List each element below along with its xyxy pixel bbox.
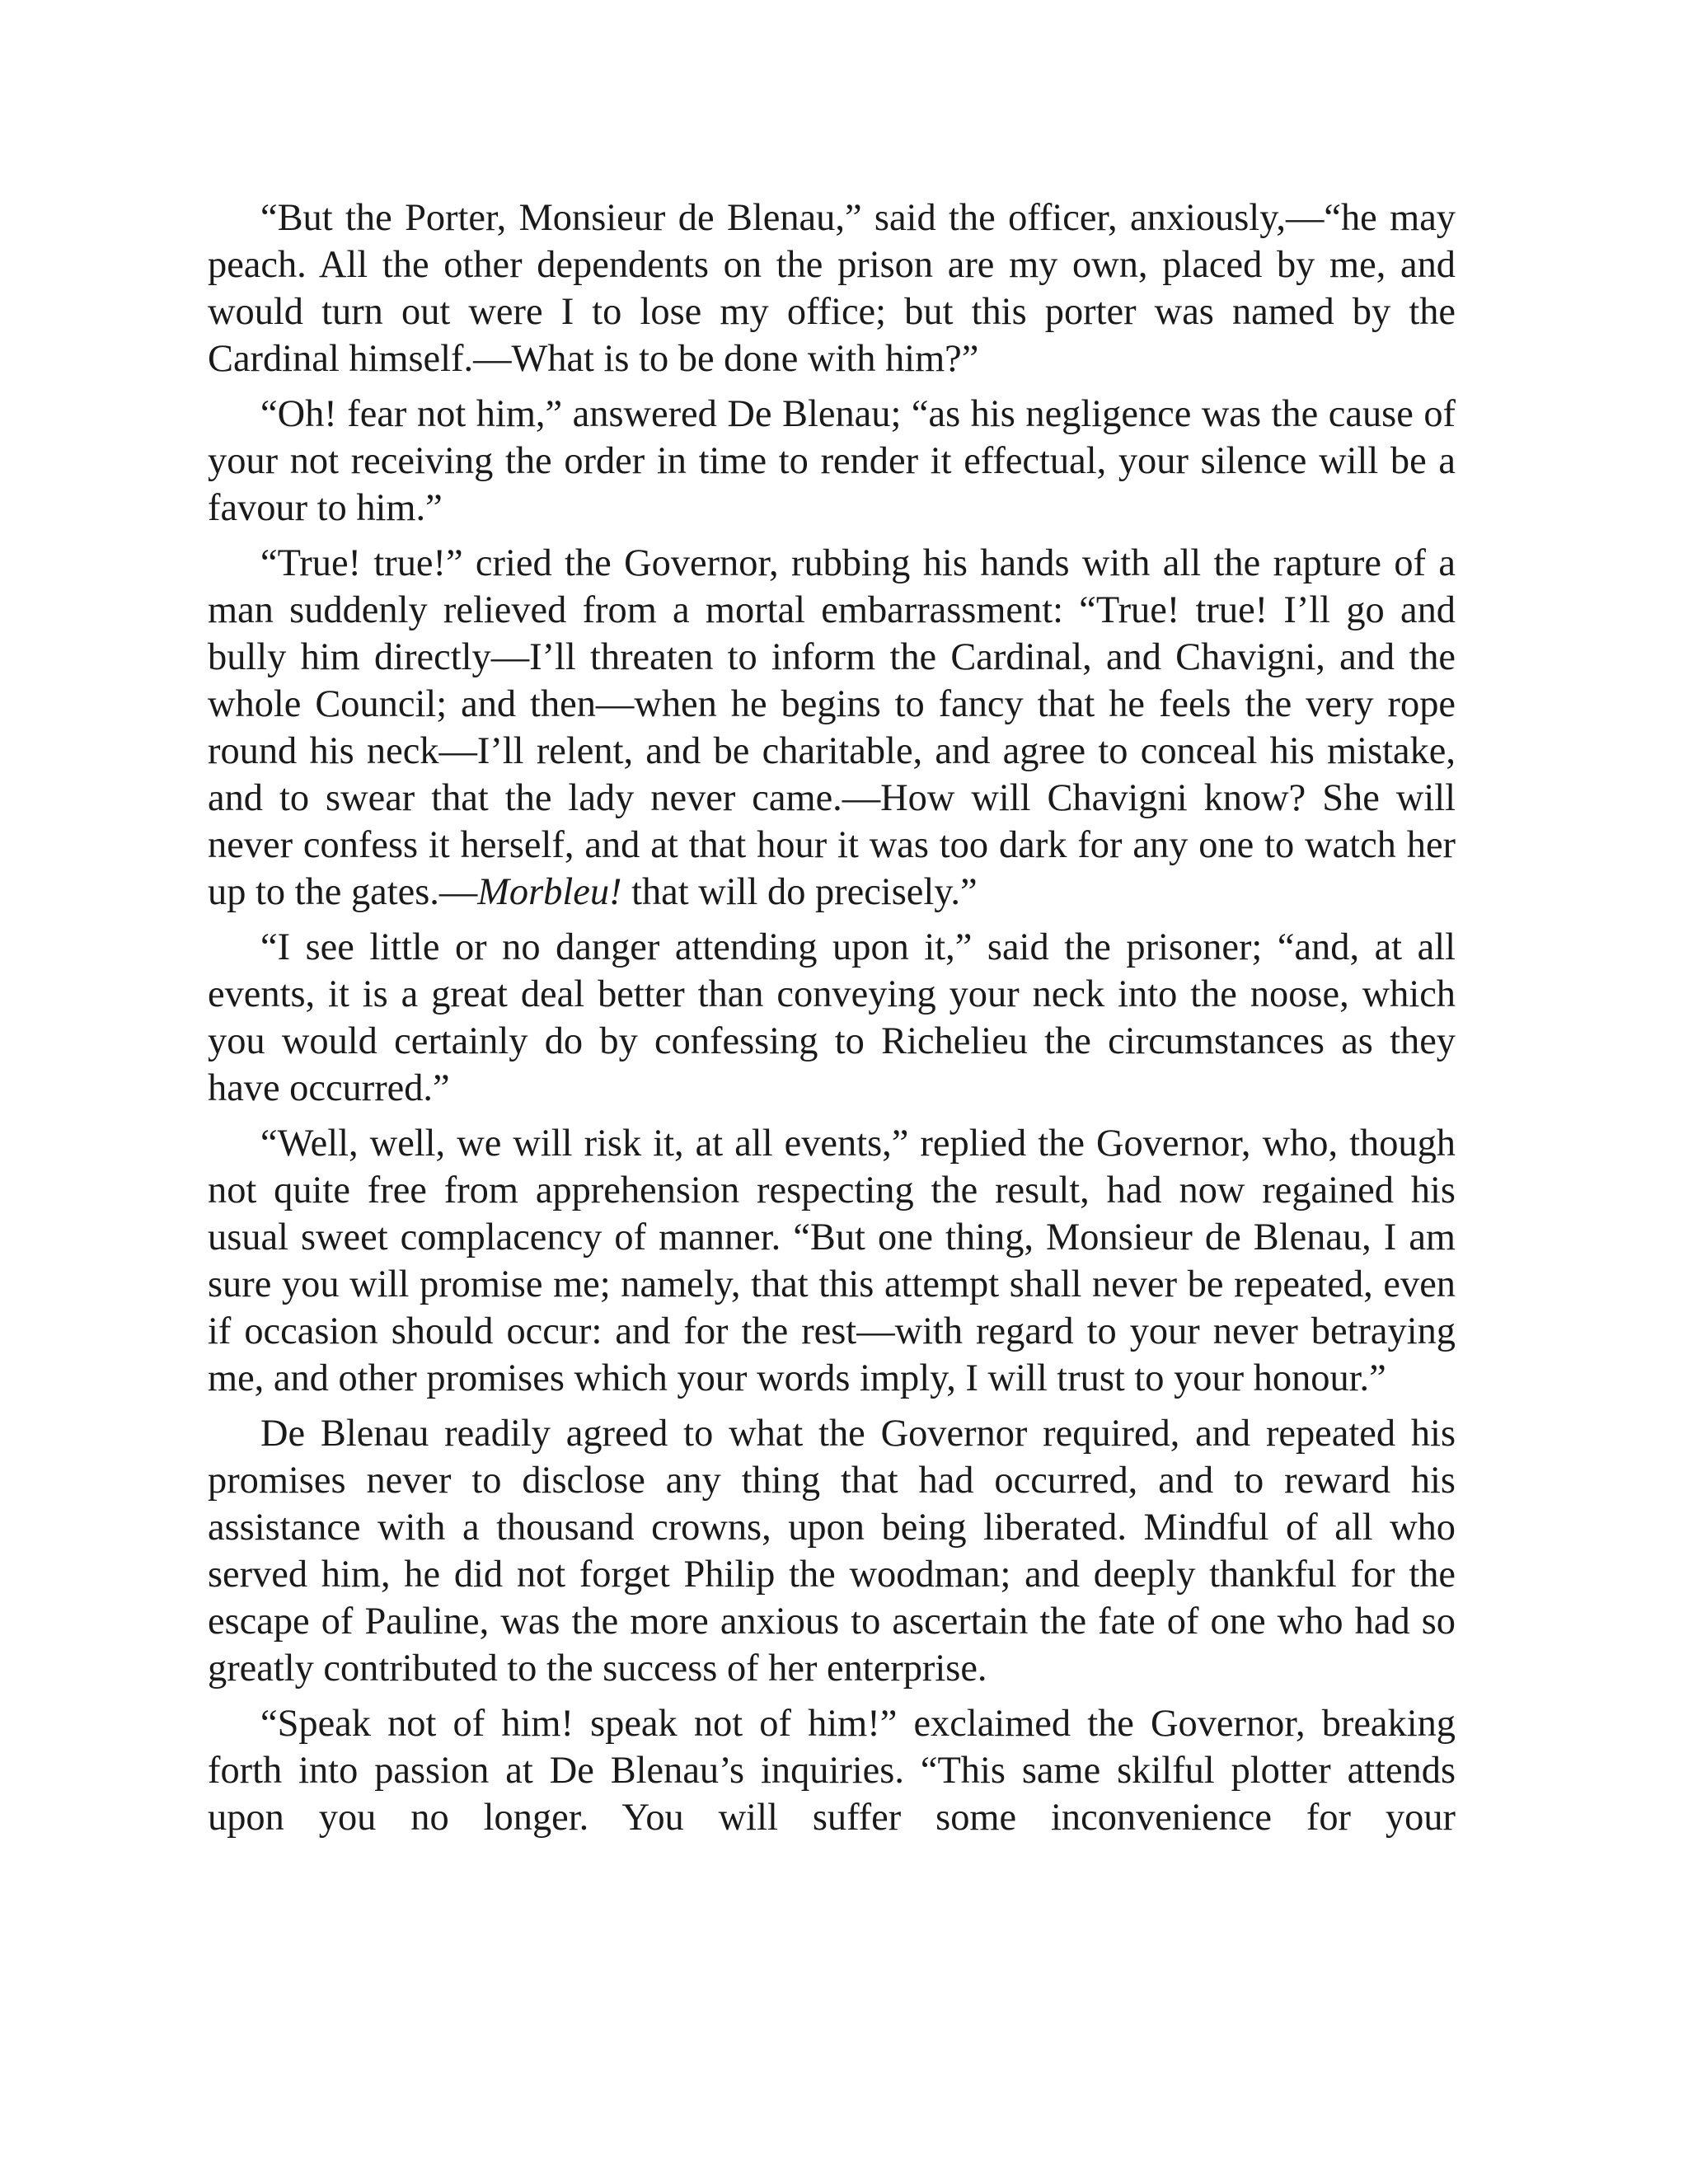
paragraph: [208, 194, 1456, 382]
paragraph-text: that will do precisely.”: [621, 871, 978, 913]
paragraph-text: “True! true!” cried the Governor, rubbing his hands with all the rapture of a man suddenly relieved from a mortal embarrassment: “True! true! I’ll go and bully him directly—I’ll threaten to inform the Cardinal, and Chavigni, and the whole Council; and then—when he begins to fancy that he feels the very rope round his neck—I’ll relent, and be charitable, and agree to conceal his mistake, and to swear that the lady never came.—How will Chavigni know? She will never confess it herself, and at that hour it was too dark for any one to watch her up to the gates.—: [208, 542, 1456, 913]
paragraph-text: “I see little or no danger attending upon it,” said the prisoner; “and, at all events, it is a great deal better than conveying your neck into the noose, which you would certainly do by confessing to Richelieu the circumstances as they have occurred.”: [208, 926, 1456, 1109]
page-body: [208, 194, 1456, 1849]
paragraph-text: “Oh! fear not him,” answered De Blenau; “as his negligence was the cause of your not receiving the order in time to render it effectual, your silence will be a favour to him.”: [208, 393, 1456, 529]
paragraph: [208, 1700, 1456, 1841]
paragraph: [208, 1120, 1456, 1402]
paragraph: [208, 924, 1456, 1112]
paragraph: [208, 1410, 1456, 1692]
paragraph-text: De Blenau readily agreed to what the Governor required, and repeated his promises never to disclose any thing that had occurred, and to reward his assistance with a thousand crowns, upon being liberated. Mindful of all who served him, he did not forget Philip the woodman; and deeply thankful for the escape of Pauline, was the more anxious to ascertain the fate of one who had so greatly contributed to the success of her enterprise.: [208, 1413, 1456, 1690]
paragraph-text: “Well, well, we will risk it, at all events,” replied the Governor, who, though not quite free from apprehension respecting the result, had now regained his usual sweet complacency of manner. “But one thing, Monsieur de Blenau, I am sure you will promise me; namely, that this attempt shall never be repeated, even if occasion should occur: and for the rest—with regard to your never betraying me, and other promises which your words imply, I will trust to your honour.”: [208, 1122, 1456, 1399]
paragraph: [208, 391, 1456, 532]
paragraph-italic-text: Morbleu!: [477, 871, 622, 913]
paragraph: [208, 540, 1456, 916]
paragraph-text: “Speak not of him! speak not of him!” exclaimed the Governor, breaking forth into passion at De Blenau’s inquiries. “This same skilful plotter attends upon you no longer. You will suffer some inconvenience for your: [208, 1703, 1456, 1839]
paragraph-text: “But the Porter, Monsieur de Blenau,” said the officer, anxiously,—“he may peach. All the other dependents on the prison are my own, placed by me, and would turn out were I to lose my office; but this porter was named by the Cardinal himself.—What is to be done with him?”: [208, 197, 1456, 380]
